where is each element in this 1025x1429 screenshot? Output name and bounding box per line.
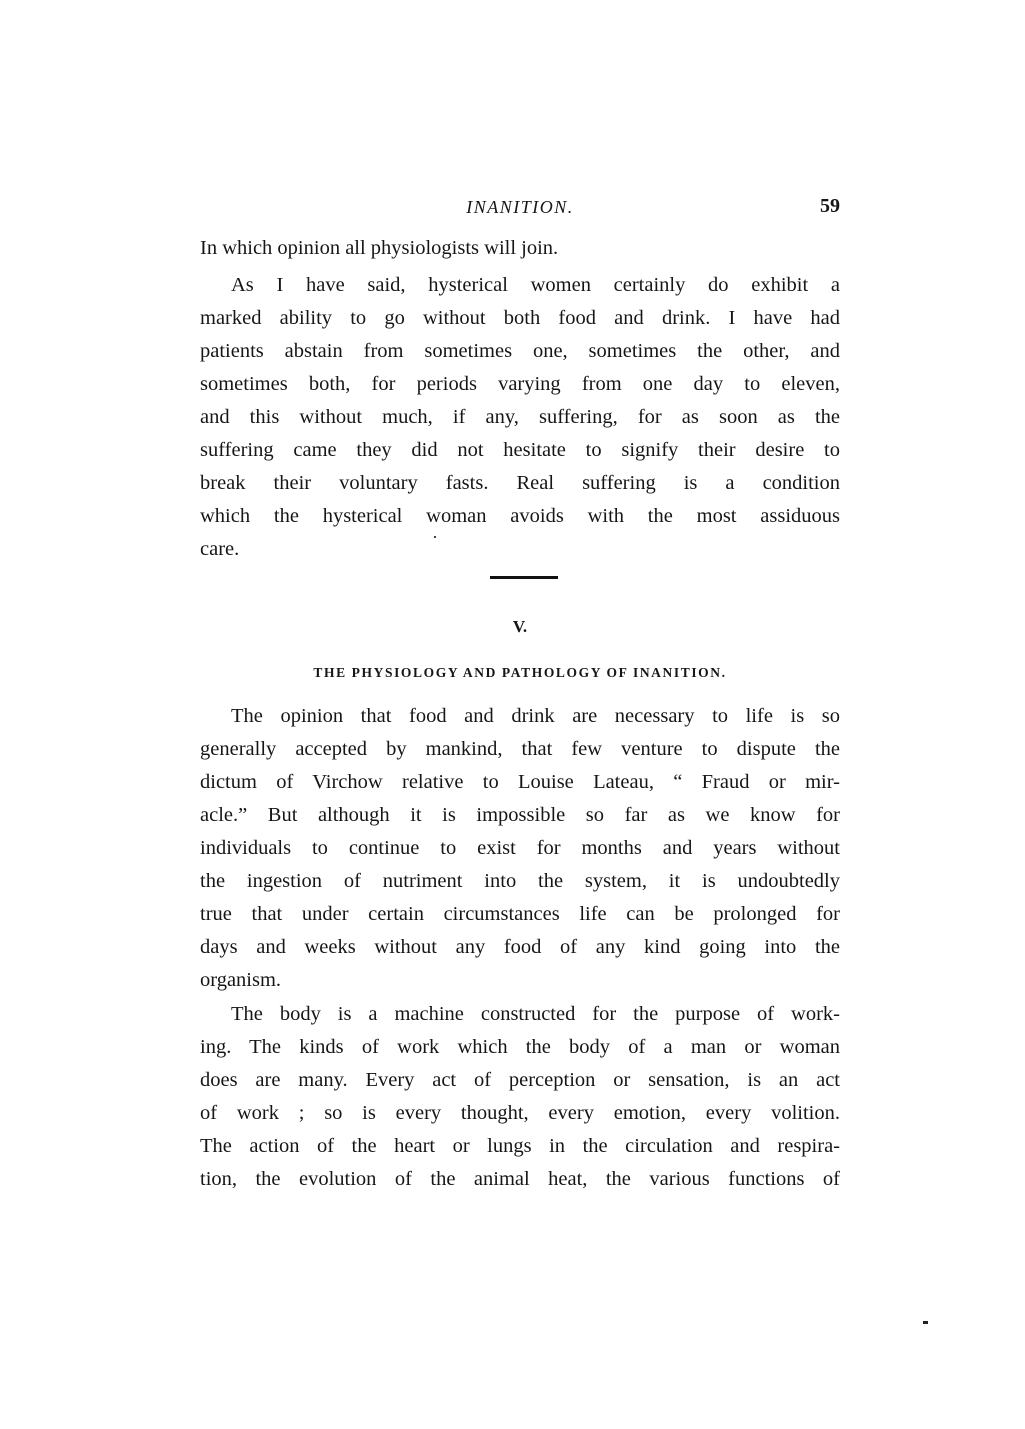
text-line: patients abstain from sometimes one, sometimes the other, and	[200, 340, 840, 362]
text-line: suffering came they did not hesitate to signify their desire to	[200, 439, 840, 461]
text-line: and this without much, if any, suffering, for as soon as the	[200, 406, 840, 428]
text-line: dictum of Virchow relative to Louise Lateau, “ Fraud or mir-	[200, 771, 840, 793]
text-line: true that under certain circumstances life can be prolonged for	[200, 903, 840, 925]
text-line: ing. The kinds of work which the body of a man or woman	[200, 1036, 840, 1058]
text-line: does are many. Every act of perception or sensation, is an act	[200, 1069, 840, 1091]
text-line: days and weeks without any food of any kind going into the	[200, 936, 840, 958]
section-number: V.	[512, 617, 528, 636]
text-line: The opinion that food and drink are necessary to life is so	[231, 705, 840, 727]
text-line: which the hysterical woman avoids with the most assiduous	[200, 505, 840, 527]
text-line: As I have said, hysterical women certainly do exhibit a	[231, 274, 840, 296]
text-line: The body is a machine constructed for the purpose of work-	[231, 1003, 840, 1025]
page-number: 59	[820, 195, 840, 217]
text-line: organism.	[200, 969, 282, 991]
section-title: THE PHYSIOLOGY AND PATHOLOGY OF INANITION.	[313, 665, 727, 680]
running-title: INANITION.	[466, 197, 574, 217]
text-line: break their voluntary fasts. Real suffering is a condition	[200, 472, 840, 494]
text-line: acle.” But although it is impossible so far as we know for	[200, 804, 840, 826]
print-speck	[923, 1321, 928, 1324]
text-line: individuals to continue to exist for months and years without	[200, 837, 840, 859]
text-line: generally accepted by mankind, that few venture to dispute the	[200, 738, 840, 760]
text-line: tion, the evolution of the animal heat, the various functions of	[200, 1168, 840, 1190]
text-line: marked ability to go without both food and drink. I have had	[200, 307, 840, 329]
text-line: care.	[200, 538, 240, 560]
text-line: the ingestion of nutriment into the system, it is undoubtedly	[200, 870, 840, 892]
text-line: In which opinion all physiologists will join.	[200, 237, 559, 259]
text-line: of work ; so is every thought, every emotion, every volition.	[200, 1102, 840, 1124]
text-line: sometimes both, for periods varying from one day to eleven,	[200, 373, 840, 395]
print-speck	[434, 536, 436, 538]
section-divider	[490, 576, 558, 579]
running-head	[200, 195, 840, 221]
text-line: The action of the heart or lungs in the circulation and respira-	[200, 1135, 840, 1157]
